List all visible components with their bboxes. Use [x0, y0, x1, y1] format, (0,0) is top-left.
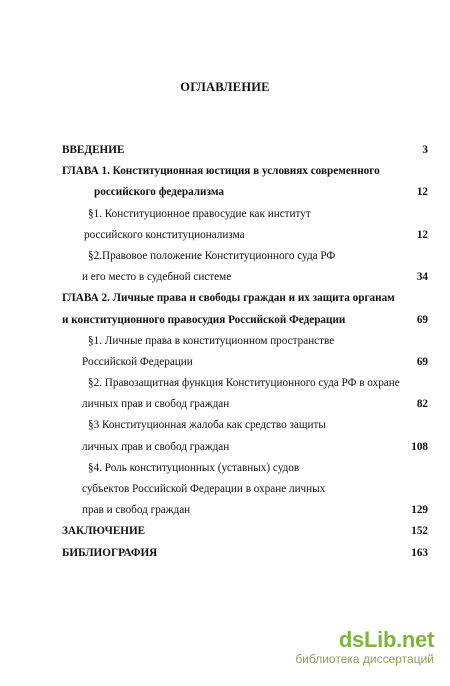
watermark-subtitle: библиотека диссертаций	[295, 652, 434, 666]
toc-page-number: 12	[416, 228, 428, 241]
toc-entry-section-2-1	[62, 331, 434, 352]
toc-entry-text: личных прав и свобод граждан	[82, 440, 230, 453]
toc-entry-section-1-2-cont	[62, 267, 434, 288]
toc-entry-text: российского федерализма	[94, 186, 224, 199]
toc-entry-chapter-2	[62, 288, 434, 309]
toc-entry-bibliography	[62, 543, 434, 564]
toc-entry-section-2-2	[62, 373, 434, 394]
toc-entry-section-2-4-cont	[62, 479, 434, 500]
toc-entry-text: §2. Правозащитная функция Конституционного суда РФ в охране	[88, 377, 400, 390]
toc-page-number: 3	[422, 144, 428, 156]
toc-entry-section-2-3	[62, 415, 434, 436]
toc-entry-section-2-3-cont	[62, 437, 434, 458]
toc-entry-text: субъектов Российской Федерации в охране личных	[82, 483, 326, 495]
watermark	[295, 628, 434, 666]
watermark-logo: dsLib.net	[338, 627, 434, 652]
toc-entry-text: §4. Роль конституционных (уставных) судов	[88, 461, 300, 474]
page-title: ОГЛАВЛЕНИЕ	[180, 80, 270, 94]
toc-entry-section-1-2	[62, 246, 434, 267]
toc-entry-chapter-1-cont	[62, 182, 434, 203]
toc-entry-section-2-4	[62, 458, 434, 479]
toc-entry-chapter-1	[62, 161, 434, 182]
toc-entry-text: Российской Федерации	[82, 355, 193, 368]
toc-entry-text: §2.Правовое положение Конституционного суда РФ	[88, 249, 336, 262]
toc-entry-text: ГЛАВА 2. Личные права и свободы граждан и их защита органам	[62, 292, 395, 305]
toc-entry-text: и его место в судебной системе	[82, 271, 232, 284]
toc-entry-text: прав и свобод граждан	[82, 504, 191, 517]
toc-entry-section-1-1-cont	[62, 225, 434, 246]
toc-entry-text: личных прав и свобод граждан	[82, 398, 230, 411]
toc-entry-text: ВВЕДЕНИЕ	[62, 144, 125, 156]
toc-entry-text: ЗАКЛЮЧЕНИЕ	[62, 525, 146, 538]
toc-page-number: 152	[411, 525, 428, 538]
toc-entry-section-2-2-cont	[62, 394, 434, 415]
toc-page-number: 69	[416, 313, 428, 326]
toc-entry-text: §3 Конституционная жалоба как средство защиты	[88, 419, 326, 432]
toc-entry-text: §1. Конституционное правосудие как институт	[88, 207, 311, 220]
toc-page-number: 12	[416, 186, 428, 199]
toc-page-number: 163	[411, 546, 428, 559]
toc-entry-conclusion	[62, 521, 434, 542]
toc-entry-text: ГЛАВА 1. Конституционная юстиция в условиях современного	[62, 165, 380, 178]
toc-entry-chapter-2-cont	[62, 310, 434, 331]
toc-page-number: 129	[411, 504, 428, 517]
toc-entry-text: российского конституционализма	[84, 228, 245, 241]
toc-entry-introduction	[62, 140, 434, 161]
toc-entry-text: и конституционного правосудия Российской Федерации	[62, 313, 346, 326]
toc-page-number: 34	[416, 271, 428, 284]
toc-entry-text: §1. Личные права в конституционном пространстве	[88, 334, 335, 347]
toc-entry-section-2-1-cont	[62, 352, 434, 373]
table-of-contents	[62, 140, 434, 564]
toc-page-number: 82	[416, 398, 428, 411]
toc-entry-text: БИБЛИОГРАФИЯ	[62, 546, 158, 559]
toc-entry-section-2-4-cont2	[62, 500, 434, 521]
toc-page-number: 69	[416, 355, 428, 368]
toc-entry-section-1-1	[62, 204, 434, 225]
toc-page-number: 108	[411, 440, 428, 453]
